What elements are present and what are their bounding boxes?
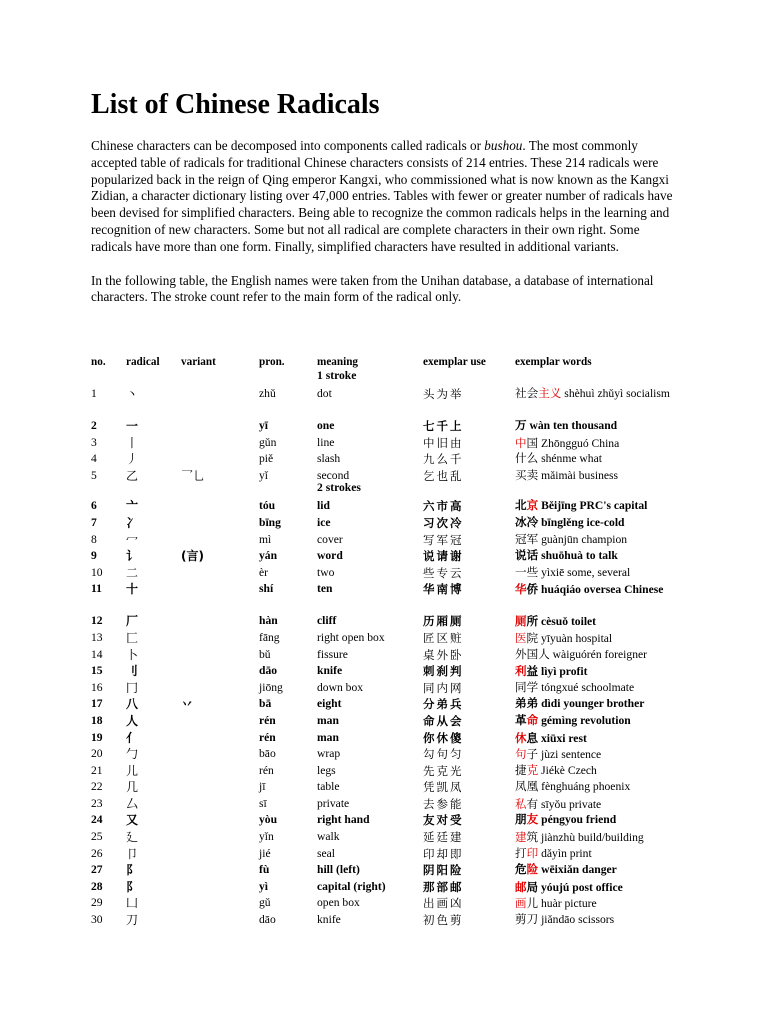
header-exemplar-words: exemplar words	[515, 356, 592, 368]
radical-glyph: 凵	[126, 896, 139, 911]
meaning: wrap	[317, 747, 341, 761]
row-number: 29	[91, 896, 103, 910]
pronunciation: dāo	[259, 913, 276, 927]
row-number: 22	[91, 780, 103, 794]
exemplar-words	[515, 746, 691, 763]
exemplar-words	[515, 680, 691, 696]
meaning: word	[317, 549, 343, 563]
exemplar-text: 凤凰 fènghuáng phoenix	[515, 780, 631, 794]
exemplar-use: 乞也乱	[423, 468, 464, 483]
pronunciation: yòu	[259, 813, 278, 827]
exemplar-text-rest: Jiékè Czech	[538, 763, 597, 777]
exemplar-use: 出画凶	[423, 896, 464, 911]
radical-glyph: 卩	[126, 846, 139, 861]
radical-glyph: 阝	[126, 879, 139, 894]
exemplar-highlight: 画	[515, 896, 527, 911]
meaning: ice	[317, 515, 331, 529]
exemplar-use: 那部邮	[423, 879, 464, 894]
radical-glyph: 八	[126, 697, 139, 712]
meaning: second	[317, 468, 350, 482]
header-no: no.	[91, 356, 106, 368]
exemplar-use: 印却即	[423, 846, 464, 861]
pronunciation: gǔ	[259, 896, 271, 910]
header-variant: variant	[181, 356, 216, 368]
exemplar-highlight: 京	[526, 499, 539, 513]
pronunciation: yǐ	[259, 468, 269, 482]
exemplar-use: 华南博	[423, 582, 464, 597]
row-number: 19	[91, 730, 103, 744]
table-row	[91, 663, 691, 680]
exemplar-text-rest: 局 yóujú post office	[526, 880, 623, 894]
radical-glyph: 丿	[126, 452, 139, 467]
table-section-row	[91, 481, 691, 498]
meaning: lid	[317, 499, 330, 513]
meaning: two	[317, 565, 335, 579]
table-row	[91, 912, 691, 929]
radical-glyph: 厶	[126, 796, 139, 811]
meaning: line	[317, 435, 335, 449]
radical-glyph: 丶	[126, 387, 139, 401]
row-number: 28	[91, 879, 103, 893]
exemplar-use: 友对受	[423, 813, 464, 828]
meaning: fissure	[317, 647, 348, 661]
exemplar-words	[515, 630, 691, 647]
meaning: hill (left)	[317, 863, 360, 877]
row-number: 3	[91, 435, 97, 449]
meaning: man	[317, 713, 339, 727]
exemplar-text-rest: 所 cèsuǒ toilet	[526, 615, 597, 629]
exemplar-text: 朋	[515, 813, 527, 827]
radical-glyph: 阝	[126, 863, 139, 878]
row-number: 16	[91, 680, 103, 694]
row-number: 11	[91, 582, 102, 596]
exemplar-text-rest: 筑 jiànzhù build/building	[526, 831, 644, 845]
meaning: dot	[317, 387, 332, 400]
section-label: 1 stroke	[317, 369, 357, 382]
exemplar-use: 匠区赃	[423, 630, 464, 645]
exemplar-words	[515, 663, 691, 680]
exemplar-text: 冰冷 bīnglěng ice-cold	[515, 515, 625, 529]
meaning: knife	[317, 913, 341, 927]
pronunciation: èr	[259, 565, 269, 579]
radical-glyph: 丨	[126, 435, 139, 450]
table-row	[91, 630, 691, 647]
exemplar-text: 革	[515, 713, 527, 727]
exemplar-text-rest: 有 sīyǒu private	[526, 797, 602, 811]
exemplar-words	[515, 418, 691, 434]
exemplar-highlight: 印	[526, 846, 539, 860]
exemplar-use: 中旧由	[423, 435, 464, 450]
exemplar-use: 说请谢	[423, 549, 464, 564]
table-row	[91, 713, 691, 730]
radical-glyph: 刀	[126, 913, 139, 928]
row-number: 27	[91, 863, 103, 877]
exemplar-text: 冠军 guànjūn champion	[515, 532, 628, 546]
row-number: 13	[91, 630, 103, 644]
exemplar-words	[515, 763, 691, 779]
exemplar-text: 剪刀 jiǎndāo scissors	[515, 913, 615, 927]
exemplar-words	[515, 879, 691, 896]
exemplar-text: 外国人 wàiguórén foreigner	[515, 647, 647, 661]
row-number: 21	[91, 763, 103, 777]
row-number: 14	[91, 647, 103, 661]
exemplar-words	[515, 846, 691, 862]
pronunciation: fù	[259, 863, 270, 877]
exemplar-highlight: 利	[515, 664, 527, 679]
variant-glyph: (言)	[181, 549, 204, 564]
table-row	[91, 581, 691, 613]
table-row	[91, 435, 691, 452]
exemplar-words	[515, 730, 691, 747]
exemplar-text: 北	[515, 499, 527, 513]
radical-glyph: 冫	[126, 515, 139, 530]
meaning: open box	[317, 896, 360, 910]
table-row	[91, 548, 691, 565]
pronunciation: bāo	[259, 747, 276, 761]
exemplar-words	[515, 498, 691, 514]
exemplar-text: 打	[515, 846, 527, 860]
row-number: 10	[91, 565, 103, 579]
intro-text: Chinese characters can be decomposed into components called radicals or	[91, 138, 485, 153]
exemplar-use: 凭凯凤	[423, 780, 464, 795]
radical-glyph: 卜	[126, 647, 139, 662]
pronunciation: jié	[259, 846, 271, 860]
variant-glyph: 乛乚	[181, 468, 206, 483]
exemplar-text-rest: dǎyìn print	[538, 846, 592, 860]
table-row	[91, 515, 691, 532]
row-number: 23	[91, 796, 103, 810]
pronunciation: jiōng	[259, 680, 283, 694]
exemplar-text: 一些 yìxiē some, several	[515, 565, 631, 579]
radical-glyph: 冖	[126, 532, 139, 547]
radical-glyph: 儿	[126, 763, 139, 778]
pronunciation: bǔ	[259, 647, 271, 661]
pronunciation: rén	[259, 713, 276, 727]
exemplar-words	[515, 895, 691, 912]
exemplar-use: 刺刹判	[423, 664, 464, 679]
exemplar-words	[515, 613, 691, 630]
header-exemplar-use: exemplar use	[423, 356, 486, 368]
exemplar-use: 习次冷	[423, 515, 464, 530]
pronunciation: tóu	[259, 499, 276, 513]
exemplar-words	[515, 515, 691, 531]
pronunciation: piě	[259, 452, 274, 466]
exemplar-words	[515, 779, 691, 795]
table-row	[91, 730, 691, 747]
exemplar-words	[515, 532, 691, 548]
exemplar-words	[515, 451, 691, 467]
table-section-row	[91, 369, 691, 386]
exemplar-text-rest: 国 Zhōngguó China	[526, 436, 620, 450]
exemplar-text-rest: 侨 huáqiáo oversea Chinese	[526, 583, 664, 597]
meaning: eight	[317, 697, 342, 711]
exemplar-highlight: 友	[526, 813, 539, 827]
table-row	[91, 680, 691, 697]
table-row	[91, 468, 691, 485]
pronunciation: rén	[259, 763, 274, 777]
variant-glyph: 丷	[181, 697, 194, 712]
pronunciation: yī	[259, 419, 269, 432]
exemplar-words	[515, 796, 691, 813]
table-row	[91, 532, 691, 549]
exemplar-use: 阴阳险	[423, 863, 464, 878]
meaning: walk	[317, 830, 340, 844]
intro-emphasis: bushou	[484, 138, 523, 153]
exemplar-highlight: 私	[515, 796, 527, 811]
exemplar-highlight: 休	[515, 730, 527, 745]
table-row	[91, 796, 691, 813]
pronunciation: hàn	[259, 614, 278, 628]
meaning: down box	[317, 680, 364, 694]
pronunciation: gǔn	[259, 435, 277, 449]
exemplar-text-rest: 院 yīyuàn hospital	[526, 631, 613, 645]
row-number: 25	[91, 830, 103, 844]
pronunciation: yì	[259, 879, 269, 893]
exemplar-text-rest: shèhuì zhǔyì socialism	[561, 387, 670, 400]
radical-glyph: 二	[126, 565, 139, 580]
exemplar-text: 万 wàn ten thousand	[515, 419, 618, 432]
exemplar-highlight: 险	[526, 863, 539, 877]
row-number: 4	[91, 452, 97, 466]
radical-glyph: 亻	[126, 730, 139, 745]
exemplar-text: 买卖 mǎimài business	[515, 468, 619, 482]
meaning: slash	[317, 452, 341, 466]
exemplar-text: 弟弟 dìdi younger brother	[515, 697, 645, 711]
pronunciation: jī	[259, 780, 266, 794]
table-row	[91, 565, 691, 582]
meaning: man	[317, 730, 339, 744]
exemplar-text-rest: 儿 huàr picture	[526, 897, 597, 911]
exemplar-text-rest: 益 lìyì profit	[526, 665, 588, 679]
exemplar-words	[515, 696, 691, 712]
intro-paragraph-2: In the following table, the English names were taken from the Unihan database, a database of international characters. The stroke count refer to the main form of the radical only.	[91, 272, 654, 305]
row-number: 1	[91, 387, 97, 400]
intro-text-continued: . The most commonly accepted table of radicals for traditional Chinese characters consists of 214 entries. These 214 radicals were popularized back in the reign of Qing emperor Kangxi, who commissioned what is now known as the Kangxi Zidian, a character dictionary listing over 47,000 entries. Tables with fewer or greater number of radicals have been devised for simplified characters. Being able to recognize the common radicals helps in the learning and recognition of new characters. Some but not all radical are complete characters in their own right. Some radicals have more than one form. Finally, simplified characters have resulted in additional variants.	[91, 138, 673, 254]
exemplar-use: 你休傻	[423, 730, 464, 745]
table-row	[91, 451, 691, 468]
meaning: capital (right)	[317, 879, 386, 893]
pronunciation: yǐn	[259, 830, 274, 844]
row-number: 8	[91, 532, 97, 546]
exemplar-highlight: 医	[515, 630, 527, 645]
row-number: 7	[91, 515, 97, 529]
radical-glyph: 廴	[126, 830, 139, 845]
table-row	[91, 846, 691, 863]
exemplar-text-rest: wēixiǎn danger	[538, 863, 617, 877]
meaning: seal	[317, 846, 336, 860]
header-pron: pron.	[259, 356, 285, 368]
exemplar-use: 同内网	[423, 680, 464, 695]
pronunciation: sī	[259, 796, 267, 810]
radical-glyph: 厂	[126, 614, 139, 629]
exemplar-words	[515, 548, 691, 564]
header-meaning: meaning	[317, 356, 359, 368]
exemplar-words	[515, 468, 691, 484]
exemplar-highlight: 句	[515, 747, 527, 762]
radical-glyph: 乙	[126, 468, 139, 483]
exemplar-use: 初色剪	[423, 913, 464, 928]
row-number: 6	[91, 499, 97, 513]
table-row	[91, 812, 691, 829]
table-row	[91, 418, 691, 435]
exemplar-use: 桌外卧	[423, 647, 464, 662]
table-row	[91, 647, 691, 664]
exemplar-use: 写军冠	[423, 532, 464, 547]
exemplar-words	[515, 647, 691, 663]
table-row	[91, 696, 691, 713]
row-number: 26	[91, 846, 103, 860]
meaning: cliff	[317, 614, 337, 628]
radical-glyph: 又	[126, 813, 139, 828]
radical-glyph: 勹	[126, 747, 139, 762]
exemplar-text: 危	[515, 863, 527, 877]
row-number: 9	[91, 549, 97, 563]
exemplar-text-rest: 子 jùzi sentence	[526, 748, 602, 762]
meaning: knife	[317, 664, 343, 678]
pronunciation: bā	[259, 697, 272, 711]
section-label: 2 strokes	[317, 481, 361, 495]
exemplar-words	[515, 812, 691, 828]
exemplar-use: 历厢厕	[423, 614, 464, 629]
exemplar-highlight: 华	[515, 582, 527, 597]
pronunciation: dāo	[259, 664, 278, 678]
exemplar-text-rest: péngyou friend	[538, 813, 617, 827]
intro-paragraph-1	[91, 138, 683, 256]
row-number: 17	[91, 697, 103, 711]
meaning: right hand	[317, 813, 370, 827]
meaning: ten	[317, 582, 333, 596]
exemplar-use: 勾句匀	[423, 747, 464, 762]
row-number: 30	[91, 913, 103, 927]
radical-glyph: 十	[126, 582, 139, 597]
row-number: 18	[91, 713, 103, 727]
radical-glyph: 人	[126, 713, 139, 728]
table-row	[91, 613, 691, 630]
table-row	[91, 386, 691, 418]
row-number: 12	[91, 614, 103, 628]
radical-glyph: 冂	[126, 680, 139, 695]
exemplar-words	[515, 862, 691, 878]
exemplar-words	[515, 581, 691, 598]
exemplar-text: 说话 shuōhuà to talk	[515, 549, 618, 563]
table-header-row	[91, 354, 691, 372]
exemplar-use: 延廷建	[423, 830, 464, 845]
table-row	[91, 895, 691, 912]
exemplar-words	[515, 386, 691, 402]
exemplar-words	[515, 565, 691, 581]
pronunciation: shí	[259, 582, 274, 596]
meaning: one	[317, 419, 335, 432]
table-row	[91, 879, 691, 896]
exemplar-text-rest: 息 xiūxi rest	[526, 731, 587, 745]
table-row	[91, 862, 691, 879]
row-number: 15	[91, 664, 103, 678]
exemplar-text: 什么 shénme what	[515, 452, 602, 466]
exemplar-highlight: 邮	[515, 879, 527, 894]
pronunciation: yán	[259, 549, 278, 563]
exemplar-text-rest: Běijīng PRC's capital	[538, 499, 648, 513]
exemplar-words	[515, 713, 691, 729]
exemplar-highlight: 主义	[538, 387, 562, 400]
exemplar-use: 先克光	[423, 763, 464, 778]
radical-glyph: 匚	[126, 630, 139, 645]
row-number: 24	[91, 813, 103, 827]
radical-glyph: 亠	[126, 499, 139, 514]
exemplar-highlight: 厕	[515, 614, 527, 629]
exemplar-use: 命从会	[423, 713, 464, 728]
row-number: 2	[91, 419, 97, 432]
meaning: private	[317, 796, 350, 810]
exemplar-text: 社会	[515, 387, 539, 400]
exemplar-highlight: 中	[515, 435, 527, 450]
meaning: right open box	[317, 630, 385, 644]
document-page	[91, 88, 683, 306]
radical-glyph: 刂	[126, 664, 139, 679]
exemplar-highlight: 建	[515, 830, 527, 845]
exemplar-text-rest: gémìng revolution	[538, 713, 631, 727]
radicals-table	[91, 354, 691, 929]
page-title: List of Chinese Radicals	[91, 89, 380, 120]
table-row	[91, 779, 691, 796]
table-row	[91, 763, 691, 780]
pronunciation: mì	[259, 532, 272, 546]
exemplar-use: 些专云	[423, 565, 464, 580]
table-row	[91, 746, 691, 763]
meaning: legs	[317, 763, 336, 777]
exemplar-use: 九么千	[423, 452, 464, 467]
meaning: table	[317, 780, 340, 794]
pronunciation: bīng	[259, 515, 281, 529]
exemplar-text: 同学 tóngxué schoolmate	[515, 680, 635, 694]
table-row	[91, 829, 691, 846]
radical-glyph: 几	[126, 780, 139, 795]
pronunciation: zhǔ	[259, 387, 276, 400]
exemplar-highlight: 克	[526, 763, 539, 777]
exemplar-words	[515, 829, 691, 846]
exemplar-use: 分弟兵	[423, 697, 464, 712]
exemplar-words	[515, 912, 691, 928]
exemplar-use: 六市高	[423, 499, 464, 514]
exemplar-use: 头为举	[423, 387, 464, 401]
radical-glyph: 讠	[126, 549, 139, 564]
exemplar-text: 捷	[515, 763, 527, 777]
table-row	[91, 498, 691, 515]
pronunciation: rén	[259, 730, 276, 744]
pronunciation: fāng	[259, 630, 280, 644]
header-radical: radical	[126, 356, 160, 368]
table-body	[91, 369, 691, 929]
meaning: cover	[317, 532, 343, 546]
exemplar-highlight: 命	[526, 713, 539, 727]
row-number: 20	[91, 747, 103, 761]
row-number: 5	[91, 468, 97, 482]
radical-glyph: 一	[126, 419, 139, 433]
exemplar-words	[515, 435, 691, 452]
exemplar-use: 七千上	[423, 419, 464, 433]
exemplar-use: 去参能	[423, 796, 464, 811]
